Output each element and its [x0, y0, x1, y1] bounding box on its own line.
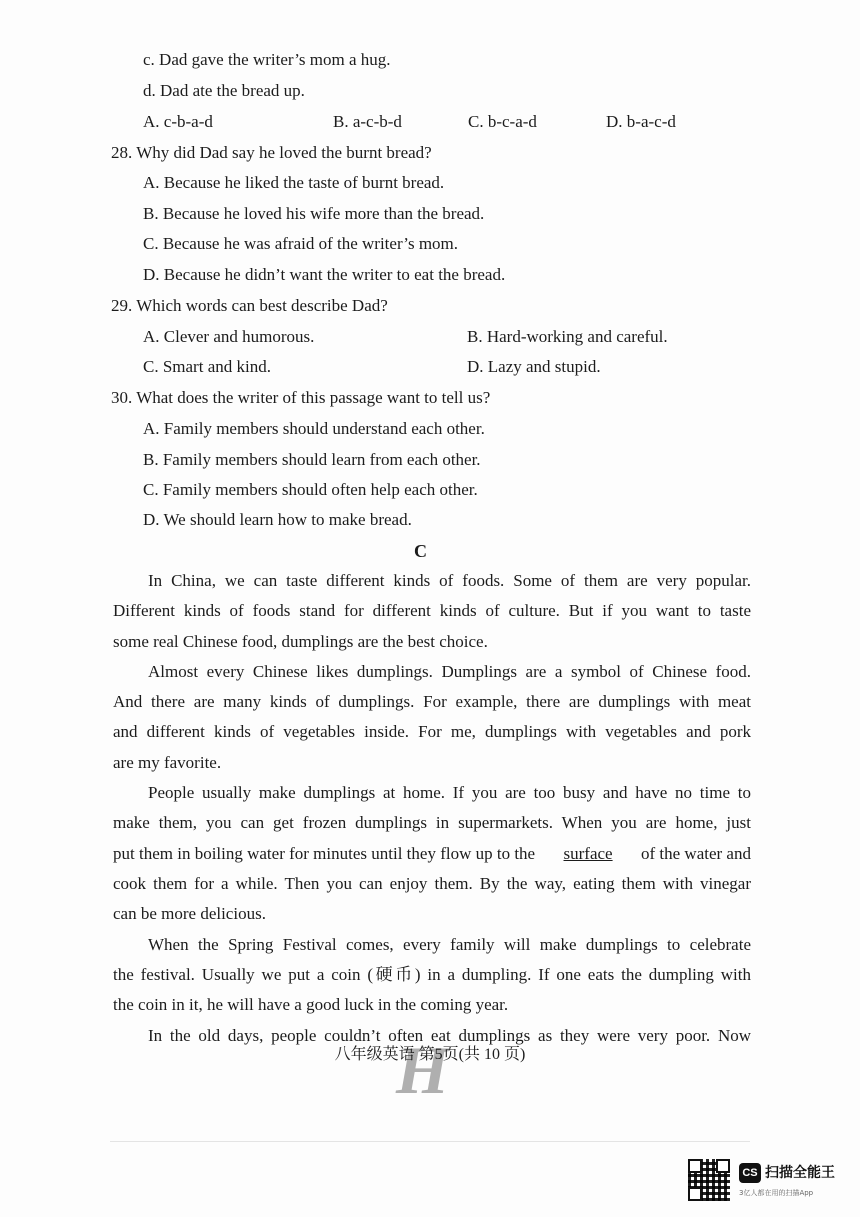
passage-line: Almost every Chinese likes dumplings. Dumplings are a symbol of Chinese food. [148, 662, 751, 681]
q30-option-a: A. Family members should understand each other. [143, 419, 485, 438]
passage-line: are my favorite. [113, 753, 222, 772]
q29-option-d: D. Lazy and stupid. [467, 357, 601, 376]
q29-stem: 29. Which words can best describe Dad? [111, 296, 388, 315]
q27-option-c: C. b-c-a-d [468, 112, 537, 131]
divider [110, 1141, 750, 1142]
passage-line: People usually make dumplings at home. If you are too busy and have no time to [148, 783, 751, 802]
qr-code-icon [688, 1159, 730, 1201]
passage-line: In the old days, people couldn’t often eat dumplings as they were very poor. Now [148, 1026, 751, 1045]
q30-option-b: B. Family members should learn from each other. [143, 450, 481, 469]
passage-line: In China, we can taste different kinds of foods. Some of them are very popular. [148, 571, 751, 590]
q30-stem: 30. What does the writer of this passage want to tell us? [111, 388, 491, 407]
watermark-letter: H [396, 1032, 449, 1108]
passage-line-with-underline [113, 843, 751, 865]
cs-logo-icon: CS [739, 1163, 761, 1183]
q27-option-a: A. c-b-a-d [143, 112, 213, 131]
q29-option-c: C. Smart and kind. [143, 357, 271, 376]
passage-line: cook them for a while. Then you can enjoy them. By the way, eating them with vinegar [113, 874, 751, 893]
q29-option-b: B. Hard-working and careful. [467, 327, 668, 346]
passage-line: When the Spring Festival comes, every family will make dumplings to celebrate [148, 935, 751, 954]
q28-option-c: C. Because he was afraid of the writer’s mom. [143, 234, 459, 253]
q28-option-d: D. Because he didn’t want the writer to eat the bread. [143, 265, 506, 284]
underlined-word: surface [563, 844, 613, 863]
q28-stem: 28. Why did Dad say he loved the burnt bread? [111, 143, 432, 162]
q28-option-a: A. Because he liked the taste of burnt bread. [143, 173, 445, 192]
passage-line: the festival. Usually we put a coin (硬币) in a dumpling. If one eats the dumpling with [113, 965, 751, 984]
passage-line: the coin in it, he will have a good luck in the coming year. [113, 995, 509, 1014]
q29-option-a: A. Clever and humorous. [143, 327, 315, 346]
option-d-line: d. Dad ate the bread up. [143, 81, 305, 100]
passage-line: and different kinds of vegetables inside. For me, dumplings with vegetables and pork [113, 722, 751, 741]
scanner-app-name: 扫描全能王 [765, 1165, 835, 1181]
q28-option-b: B. Because he loved his wife more than the bread. [143, 204, 485, 223]
page-footer: 八年级英语 第5页(共 10 页) [334, 1046, 526, 1063]
option-c-line: c. Dad gave the writer’s mom a hug. [143, 50, 391, 69]
q30-option-d: D. We should learn how to make bread. [143, 510, 412, 529]
scanner-tagline: 3亿人都在用的扫描App [739, 1189, 814, 1197]
passage-line: And there are many kinds of dumplings. For example, there are dumplings with meat [113, 692, 751, 711]
passage-line: can be more delicious. [113, 904, 266, 923]
passage-line: some real Chinese food, dumplings are the best choice. [113, 632, 488, 651]
passage-text: of the water and [641, 844, 751, 863]
section-label: C [414, 541, 427, 561]
passage-line: make them, you can get frozen dumplings in supermarkets. When you are home, just [113, 813, 751, 832]
passage-text: put them in boiling water for minutes until they flow up to the [113, 844, 536, 863]
q27-option-d: D. b-a-c-d [606, 112, 676, 131]
q30-option-c: C. Family members should often help each other. [143, 480, 478, 499]
q27-option-b: B. a-c-b-d [333, 112, 402, 131]
passage-line: Different kinds of foods stand for different kinds of culture. But if you want to taste [113, 601, 751, 620]
